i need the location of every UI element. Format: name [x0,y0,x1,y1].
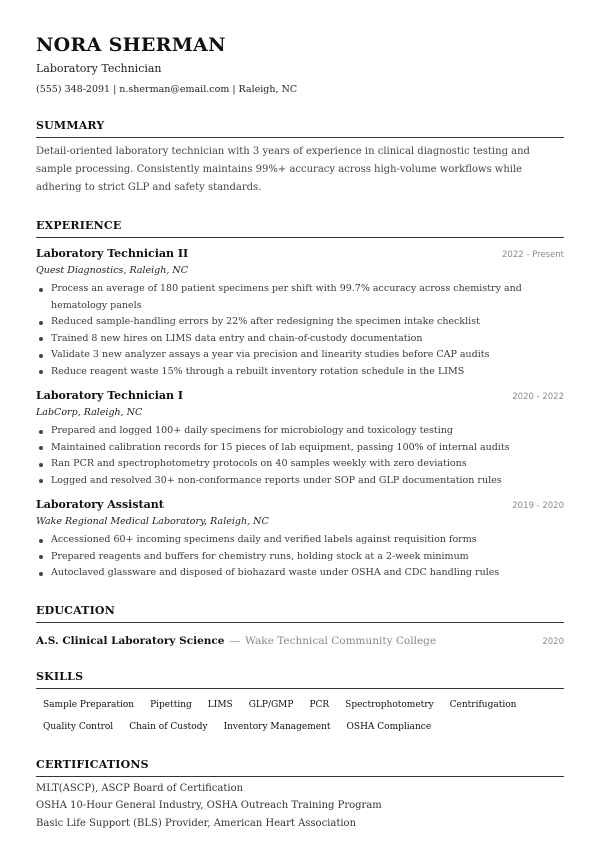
job-title: Laboratory Assistant [36,498,164,511]
job-dates: 2022 - Present [502,250,564,260]
skill-tag: LIMS [207,699,233,710]
section-divider [36,237,564,238]
job-bullets [36,281,564,380]
job-entry [36,388,564,489]
contact-phone: (555) 348-2091 [36,84,111,95]
education-section [36,604,564,648]
experience-heading: EXPERIENCE [36,219,122,232]
job-dates: 2020 - 2022 [512,392,564,402]
job-company: LabCorp, Raleigh, NC [36,407,143,418]
contact-separator: | [232,84,236,95]
skill-list [36,692,564,736]
job-title: Laboratory Technician I [36,389,184,402]
job-bullet: Autoclaved glassware and disposed of biohazard waste under OSHA and CDC handling rules [36,565,564,582]
skills-heading: SKILLS [36,669,84,683]
section-divider [36,688,564,689]
skill-tag: OSHA Compliance [346,721,432,732]
summary-text: Detail-oriented laboratory technician with 3 years of experience in clinical diagnostic testing and sample processing. Consistently maintains 99%+ accuracy across high-volume workflows while adhering to strict GLP and safety standards. [36,146,530,193]
contact-email: n.sherman@email.com [119,84,230,95]
job-bullet: Maintained calibration records for 15 pieces of lab equipment, passing 100% of internal audits [36,440,564,457]
job-bullet: Logged and resolved 30+ non-conformance reports under SOP and GLP documentation rules [36,473,564,490]
contact-separator: | [113,84,117,95]
candidate-name: NORA SHERMAN [36,34,226,56]
job-bullets [36,532,564,582]
summary-section [36,119,564,197]
section-divider [36,622,564,623]
job-bullet: Trained 8 new hires on LIMS data entry and chain-of-custody documentation [36,331,564,348]
education-heading: EDUCATION [36,603,115,617]
certification-list [36,780,564,833]
job-entry [36,246,564,380]
education-degree: A.S. Clinical Laboratory Science [36,634,225,647]
job-list [36,246,564,582]
skill-tag: Inventory Management [223,721,331,732]
section-divider [36,776,564,777]
job-header [36,497,564,513]
skill-tag: Chain of Custody [129,721,208,732]
job-header [36,246,564,262]
certifications-section [36,758,564,833]
certification-item: OSHA 10-Hour General Industry, OSHA Outreach Training Program [36,800,382,811]
skills-section [36,670,564,736]
job-bullet: Ran PCR and spectrophotometry protocols on 40 samples weekly with zero deviations [36,456,564,473]
experience-section [36,219,564,582]
contact-location: Raleigh, NC [238,84,298,95]
job-title: Laboratory Technician II [36,247,189,260]
certification-item: Basic Life Support (BLS) Provider, American Heart Association [36,817,357,829]
skill-tag: Pipetting [150,699,192,710]
education-school: Wake Technical Community College [245,634,437,647]
education-degree-line [36,629,436,648]
skill-tag: Quality Control [43,721,114,732]
candidate-role: Laboratory Technician [36,62,162,75]
skill-tag: Sample Preparation [43,699,135,710]
job-entry [36,497,564,582]
job-bullet: Prepared and logged 100+ daily specimens for microbiology and toxicology testing [36,423,564,440]
job-company: Quest Diagnostics, Raleigh, NC [36,265,188,276]
skill-tag: PCR [309,699,330,710]
summary-heading: SUMMARY [36,119,105,132]
certification-item: MLT(ASCP), ASCP Board of Certification [36,782,244,794]
job-bullet: Validate 3 new analyzer assays a year via precision and linearity studies before CAP audits [36,347,564,364]
skill-tag: Spectrophotometry [345,699,434,710]
job-bullet: Reduced sample-handling errors by 22% after redesigning the specimen intake checklist [36,314,564,331]
education-year: 2020 [542,636,564,647]
job-bullet: Process an average of 180 patient specimens per shift with 99.7% accuracy across chemistry and hematology panels [36,281,564,314]
skill-tag: Centrifugation [449,699,517,710]
job-bullet: Accessioned 60+ incoming specimens daily and verified labels against requisition forms [36,532,564,549]
section-divider [36,137,564,138]
education-dash: — [229,634,241,647]
job-bullet: Prepared reagents and buffers for chemistry runs, holding stock at a 2-week minimum [36,549,564,566]
job-dates: 2019 - 2020 [512,501,564,511]
job-bullet: Reduce reagent waste 15% through a rebuilt inventory rotation schedule in the LIMS [36,364,564,381]
job-header [36,388,564,404]
job-company: Wake Regional Medical Laboratory, Raleigh, NC [36,516,269,527]
job-bullets [36,423,564,489]
contact-line [36,83,564,97]
certifications-heading: CERTIFICATIONS [36,757,149,771]
skill-tag: GLP/GMP [248,699,294,710]
education-entry [36,629,564,648]
